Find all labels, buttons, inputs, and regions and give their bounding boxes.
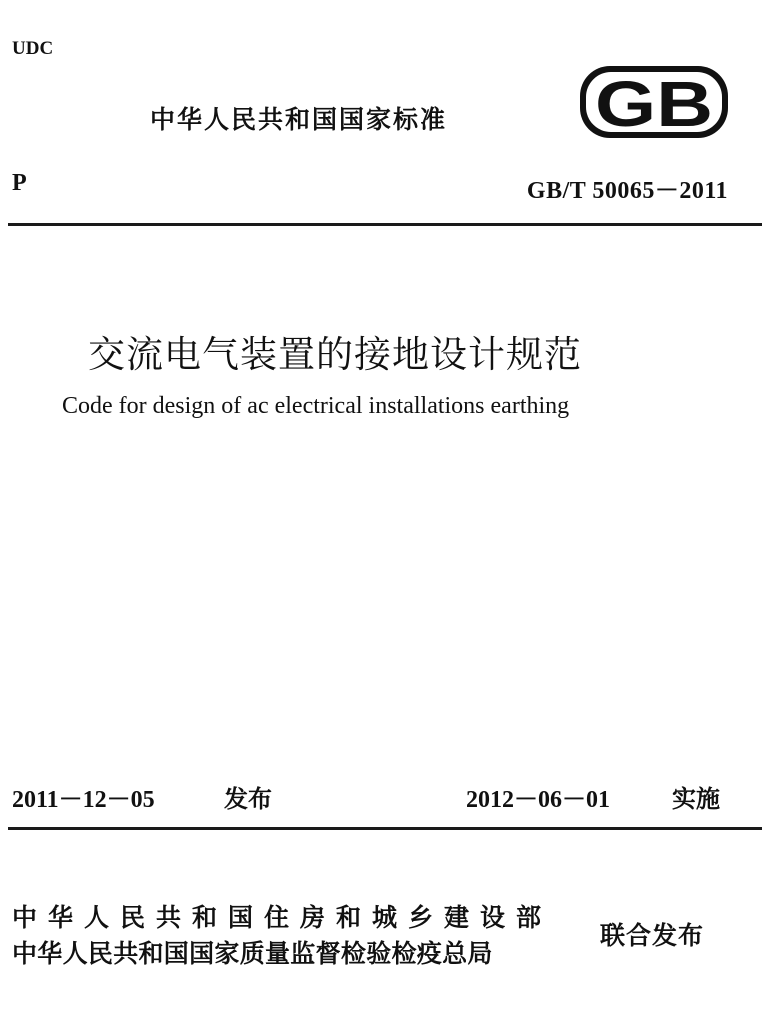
issuer-ministry: 中华人民共和国住房和城乡建设部 <box>12 903 553 932</box>
standard-type-heading: 中华人民共和国国家标准 <box>150 105 448 134</box>
bottom-divider <box>8 827 762 830</box>
title-chinese: 交流电气装置的接地设计规范 <box>88 335 582 376</box>
gb-logo-icon <box>578 64 730 140</box>
standard-number: GB/T 50065－2011 <box>526 178 728 204</box>
top-divider <box>8 223 762 226</box>
title-english: Code for design of ac electrical installations earthing <box>62 393 570 419</box>
joint-issue-label: 联合发布 <box>600 921 705 950</box>
category-code: P <box>12 170 27 196</box>
issuer-administration: 中华人民共和国国家质量监督检验检疫总局 <box>12 939 493 968</box>
gb-logo-text: GB <box>595 68 713 140</box>
udc-label: UDC <box>12 38 54 59</box>
issue-date: 2011－12－05 <box>12 787 155 813</box>
issue-label: 发布 <box>224 785 272 813</box>
implementation-label: 实施 <box>672 785 720 813</box>
implementation-date: 2012－06－01 <box>466 787 610 813</box>
